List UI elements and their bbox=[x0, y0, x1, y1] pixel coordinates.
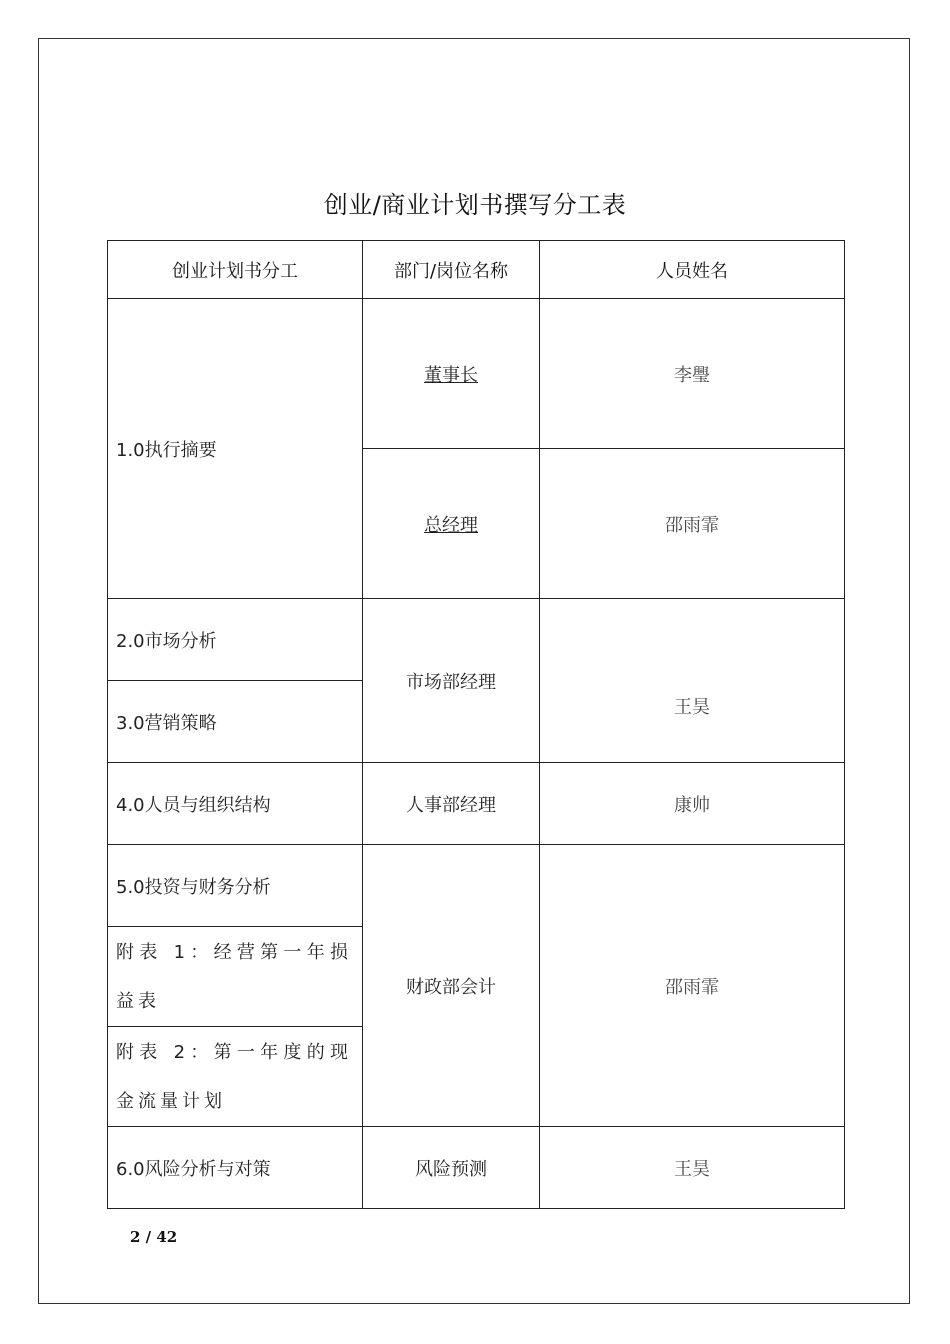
person-cell: 康帅 bbox=[540, 763, 845, 845]
table-row bbox=[108, 845, 845, 927]
table-row bbox=[108, 1127, 845, 1209]
task-cell: 6.0风险分析与对策 bbox=[108, 1127, 363, 1209]
task-cell: 附表 2：第一年度的现金流量计划 bbox=[108, 1027, 363, 1127]
page-number: 2 / 42 bbox=[130, 1228, 178, 1246]
person-cell: 王昊 bbox=[540, 1127, 845, 1209]
header-person: 人员姓名 bbox=[540, 241, 845, 299]
role-cell: 风险预测 bbox=[363, 1127, 540, 1209]
role-cell bbox=[363, 299, 540, 449]
task-cell: 1.0执行摘要 bbox=[108, 299, 363, 599]
person-cell: 邵雨霏 bbox=[540, 845, 845, 1127]
task-cell: 3.0营销策略 bbox=[108, 681, 363, 763]
role-cell: 财政部会计 bbox=[363, 845, 540, 1127]
role-cell: 人事部经理 bbox=[363, 763, 540, 845]
task-cell: 5.0投资与财务分析 bbox=[108, 845, 363, 927]
division-table bbox=[107, 240, 845, 1209]
table-row bbox=[108, 763, 845, 845]
table-row bbox=[108, 599, 845, 681]
table-row bbox=[108, 299, 845, 449]
task-cell: 附表 1：经营第一年损益表 bbox=[108, 927, 363, 1027]
task-cell: 4.0人员与组织结构 bbox=[108, 763, 363, 845]
person-cell: 邵雨霏 bbox=[540, 449, 845, 599]
task-cell: 2.0市场分析 bbox=[108, 599, 363, 681]
header-task: 创业计划书分工 bbox=[108, 241, 363, 299]
person-cell: 王昊 bbox=[540, 599, 845, 763]
role-cell bbox=[363, 449, 540, 599]
header-role: 部门/岗位名称 bbox=[363, 241, 540, 299]
document-title: 创业/商业计划书撰写分工表 bbox=[323, 191, 627, 219]
role-link[interactable]: 董事长 bbox=[424, 364, 478, 386]
role-cell: 市场部经理 bbox=[363, 599, 540, 763]
role-link[interactable]: 总经理 bbox=[424, 514, 478, 536]
person-cell: 李璺 bbox=[540, 299, 845, 449]
table-header-row bbox=[108, 241, 845, 299]
